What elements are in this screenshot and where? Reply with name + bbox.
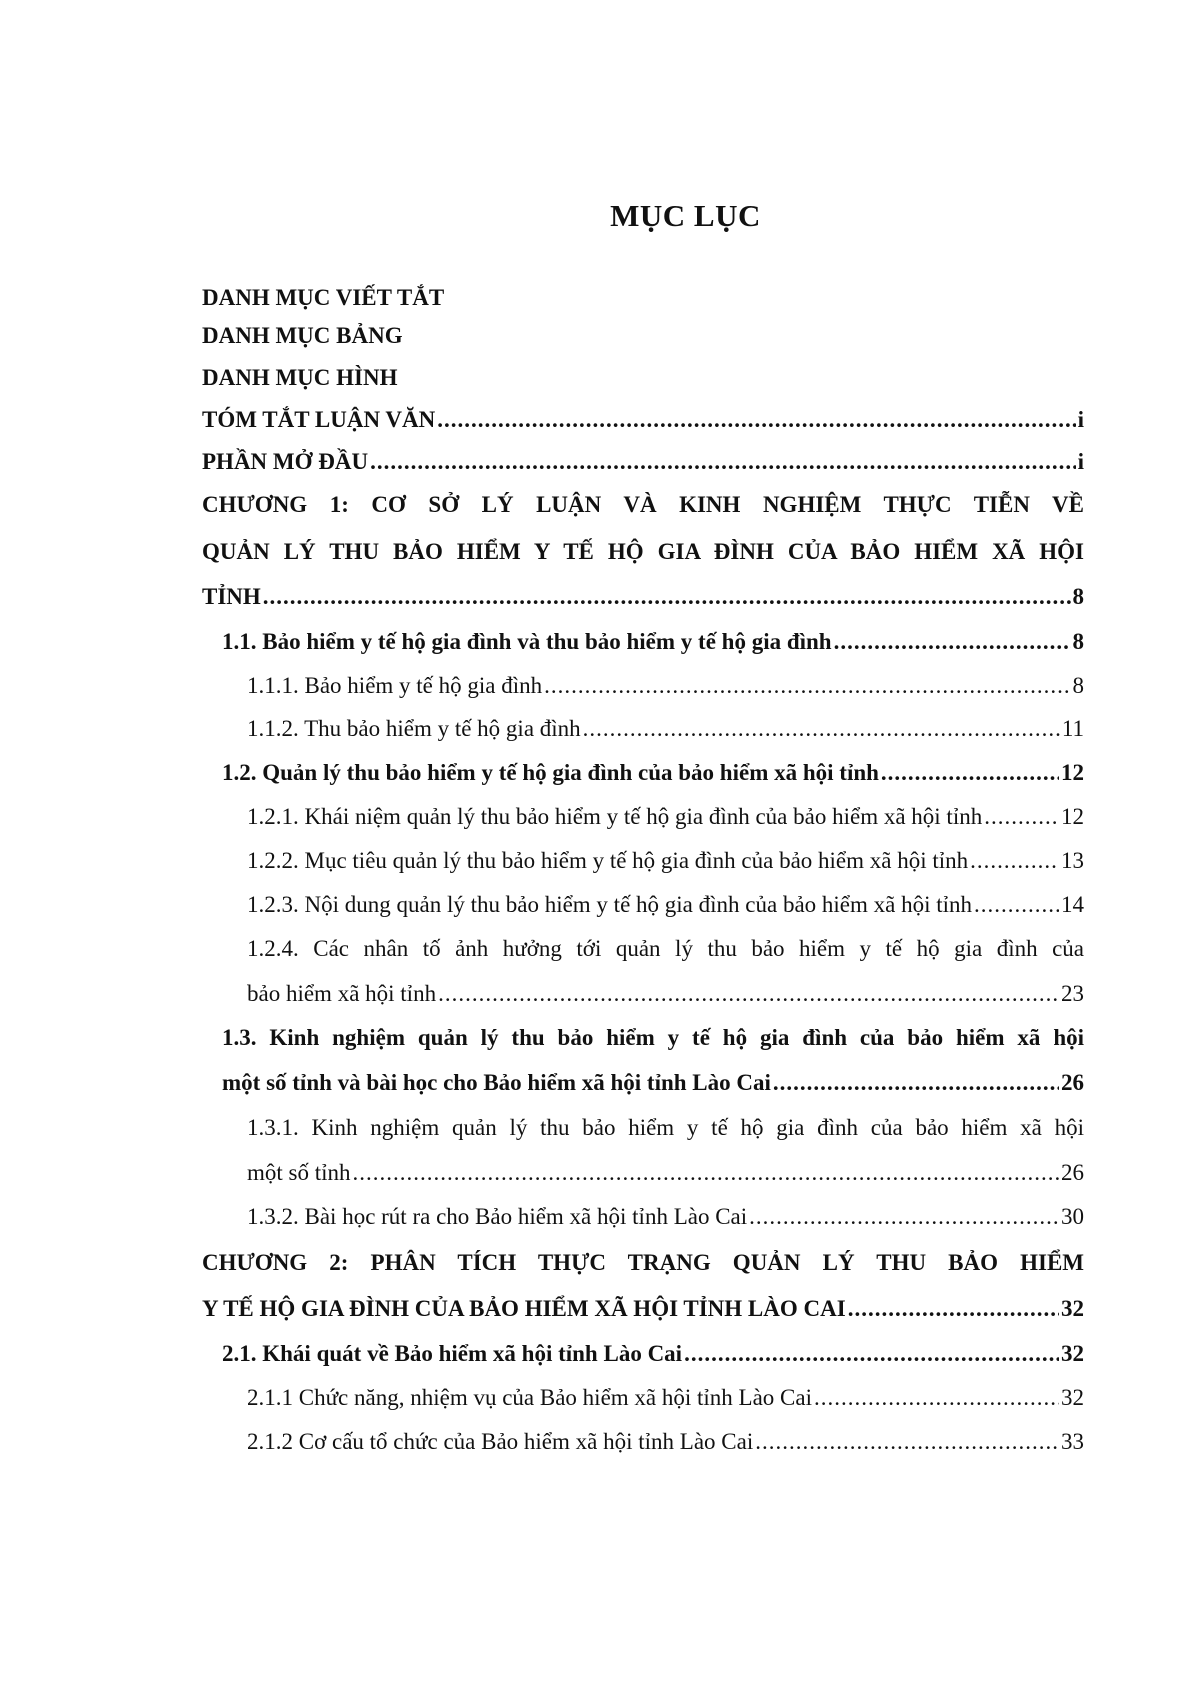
toc-entry — [247, 1197, 1084, 1237]
toc-entry — [247, 1153, 1084, 1193]
toc-chapter-line — [202, 1243, 1084, 1283]
toc-entry-page: 26 — [1061, 1160, 1084, 1185]
toc-entry-page: 26 — [1061, 1070, 1084, 1095]
dot-leader — [982, 797, 1059, 837]
toc-entry-text: 1.3.2. Bài học rút ra cho Bảo hiểm xã hội tỉnh Lào Cai — [247, 1204, 748, 1229]
dot-leader — [968, 841, 1059, 881]
toc-entry — [247, 1378, 1084, 1418]
dot-leader — [771, 1063, 1059, 1103]
toc-entry-text: TỈNH — [202, 584, 261, 609]
toc-entry-text: 1.2.4. Các nhân tố ảnh hưởng tới quản lý thu bảo hiểm y tế hộ gia đình của — [247, 936, 1084, 961]
toc-entry-page: 8 — [1072, 584, 1084, 609]
toc-entry-page: 12 — [1061, 760, 1084, 785]
toc-entry-text: TÓM TẮT LUẬN VĂN — [202, 407, 436, 432]
dot-leader — [351, 1153, 1059, 1193]
dot-leader — [747, 1197, 1059, 1237]
toc-chapter-line — [202, 532, 1084, 572]
toc-entry-page: 8 — [1072, 629, 1084, 654]
toc-entry-text: 2.1.2 Cơ cấu tổ chức của Bảo hiểm xã hội tỉnh Lào Cai — [247, 1429, 754, 1454]
toc-entry — [202, 1289, 1084, 1329]
toc-entry-line — [247, 1108, 1084, 1148]
dot-leader — [542, 666, 1070, 706]
dot-leader — [879, 753, 1059, 793]
toc-entry-page: 11 — [1061, 716, 1084, 741]
dot-leader — [972, 885, 1059, 925]
toc-entry — [202, 358, 1084, 398]
toc-entry — [202, 316, 1084, 356]
dot-leader — [435, 400, 1075, 440]
toc-entry-text: 1.1.2. Thu bảo hiểm y tế hộ gia đình — [247, 716, 581, 741]
toc-entry-text: bảo hiểm xã hội tỉnh — [247, 981, 437, 1006]
toc-entry-line — [222, 1018, 1084, 1058]
dot-leader — [581, 709, 1060, 749]
toc-entry-line — [247, 929, 1084, 969]
toc-entry — [222, 1063, 1084, 1103]
toc-entry-text: CHƯƠNG 1: CƠ SỞ LÝ LUẬN VÀ KINH NGHIỆM THỰC TIỄN VỀ — [202, 492, 1084, 517]
toc-entry-text: 1.2.3. Nội dung quản lý thu bảo hiểm y tế hộ gia đình của bảo hiểm xã hội tỉnh — [247, 892, 973, 917]
toc-entry — [247, 666, 1084, 706]
toc-title: MỤC LỤC — [610, 198, 761, 233]
toc-entry — [247, 709, 1084, 749]
toc-entry — [247, 797, 1084, 837]
toc-entry — [222, 753, 1084, 793]
toc-entry-page: 14 — [1061, 892, 1084, 917]
toc-entry-text: 1.2.1. Khái niệm quản lý thu bảo hiểm y tế hộ gia đình của bảo hiểm xã hội tỉnh — [247, 804, 983, 829]
toc-chapter-line — [202, 485, 1084, 525]
toc-entry — [202, 442, 1084, 482]
toc-entry-text: một số tỉnh và bài học cho Bảo hiểm xã hội tỉnh Lào Cai — [222, 1070, 771, 1095]
toc-entry — [247, 1422, 1084, 1462]
toc-entry-text: 1.1. Bảo hiểm y tế hộ gia đình và thu bảo hiểm y tế hộ gia đình — [222, 629, 832, 654]
toc-entry-page: i — [1077, 449, 1084, 474]
toc-entry-page: i — [1077, 407, 1084, 432]
toc-entry-text: 2.1. Khái quát về Bảo hiểm xã hội tỉnh Lào Cai — [222, 1341, 683, 1366]
toc-entry-text: DANH MỤC BẢNG — [202, 323, 403, 348]
toc-entry-text: 1.2. Quản lý thu bảo hiểm y tế hộ gia đình của bảo hiểm xã hội tỉnh — [222, 760, 879, 785]
toc-entry-text: QUẢN LÝ THU BẢO HIỂM Y TẾ HỘ GIA ĐÌNH CỦA BẢO HIỂM XÃ HỘI — [202, 539, 1084, 564]
toc-entry — [202, 400, 1084, 440]
dot-leader — [753, 1422, 1059, 1462]
toc-entry-text: 1.3. Kinh nghiệm quản lý thu bảo hiểm y tế hộ gia đình của bảo hiểm xã hội — [222, 1025, 1084, 1050]
toc-entry-page: 13 — [1061, 848, 1084, 873]
toc-entry-text: PHẦN MỞ ĐẦU — [202, 449, 369, 474]
dot-leader — [436, 974, 1059, 1014]
toc-entry-text: CHƯƠNG 2: PHÂN TÍCH THỰC TRẠNG QUẢN LÝ THU BẢO HIỂM — [202, 1250, 1084, 1275]
dot-leader — [682, 1334, 1059, 1374]
toc-entry-text: DANH MỤC HÌNH — [202, 365, 398, 390]
toc-entry — [247, 885, 1084, 925]
dot-leader — [812, 1378, 1059, 1418]
dot-leader — [261, 577, 1071, 617]
toc-entry-page: 32 — [1061, 1341, 1084, 1366]
toc-entry — [202, 577, 1084, 617]
toc-entry-text: 1.2.2. Mục tiêu quản lý thu bảo hiểm y tế hộ gia đình của bảo hiểm xã hội tỉnh — [247, 848, 969, 873]
toc-entry — [222, 1334, 1084, 1374]
dot-leader — [832, 622, 1071, 662]
toc-entry — [247, 974, 1084, 1014]
toc-entry-text: 1.3.1. Kinh nghiệm quản lý thu bảo hiểm y tế hộ gia đình của bảo hiểm xã hội — [247, 1115, 1084, 1140]
toc-entry — [202, 278, 1084, 318]
toc-entry-page: 12 — [1061, 804, 1084, 829]
toc-entry-text: một số tỉnh — [247, 1160, 351, 1185]
toc-entry-text: DANH MỤC VIẾT TẮT — [202, 285, 445, 310]
toc-entry-page: 33 — [1061, 1429, 1084, 1454]
toc-entry — [222, 622, 1084, 662]
toc-entry — [247, 841, 1084, 881]
toc-entry-page: 30 — [1061, 1204, 1084, 1229]
toc-entry-page: 32 — [1061, 1296, 1084, 1321]
toc-entry-text: 1.1.1. Bảo hiểm y tế hộ gia đình — [247, 673, 543, 698]
toc-entry-page: 23 — [1061, 981, 1084, 1006]
toc-entry-page: 32 — [1061, 1385, 1084, 1410]
toc-entry-text: Y TẾ HỘ GIA ĐÌNH CỦA BẢO HIỂM XÃ HỘI TỈNH LÀO CAI — [202, 1296, 846, 1321]
dot-leader — [368, 442, 1076, 482]
toc-entry-text: 2.1.1 Chức năng, nhiệm vụ của Bảo hiểm xã hội tỉnh Lào Cai — [247, 1385, 812, 1410]
toc-entry-page: 8 — [1072, 673, 1084, 698]
dot-leader — [846, 1289, 1059, 1329]
